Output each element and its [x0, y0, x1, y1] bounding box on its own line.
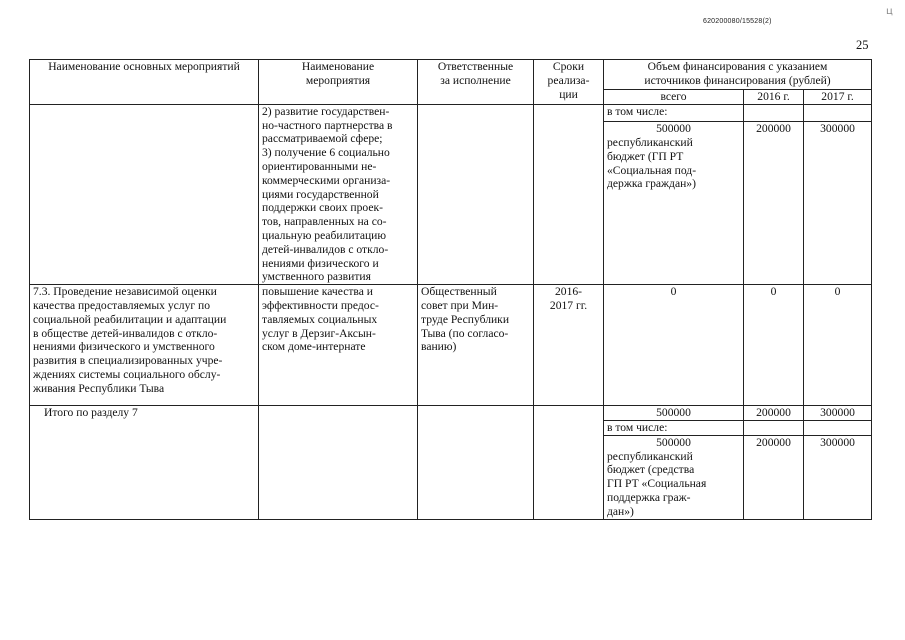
itogo-including-2016: [744, 420, 804, 435]
cont-event-text: 2) развитие государствен- но-частного партнерства в рассматриваемой сфере; 3) получение 6 социально ориентированными не- коммерческими организа- циями государственной поддержки своих проек- тов, направленных на со- циальную реабилитацию детей-инвалидов с откло- нениями физического и умственного развития: [259, 104, 418, 284]
financing-table: [29, 59, 872, 520]
cont-total-amount: 500000: [656, 122, 691, 136]
cont-amount-2017: 300000: [804, 122, 872, 285]
header-total: всего: [604, 90, 744, 105]
header-responsible: Ответственные за исполнение: [418, 60, 534, 105]
cont-main-cell: [30, 104, 259, 284]
table-row: [30, 285, 872, 406]
cont-source-cell: [604, 122, 744, 285]
row73-terms: 2016- 2017 гг.: [534, 285, 604, 406]
document-stamp: 620200080/15528(2): [703, 18, 772, 25]
itogo-2016: 200000: [744, 406, 804, 421]
table-row: [30, 104, 872, 121]
itogo-terms-cell: [534, 406, 604, 520]
itogo-event-cell: [259, 406, 418, 520]
row73-total: 0: [604, 285, 744, 406]
page-number: 25: [856, 38, 869, 52]
itogo-total: 500000: [604, 406, 744, 421]
cont-terms-cell: [534, 104, 604, 284]
row73-responsible: Общественный совет при Мин- труде Республики Тыва (по согласо- ванию): [418, 285, 534, 406]
row73-event-text: повышение качества и эффективности предос- тавляемых социальных услуг в Дерзиг-Аксын- ском доме-интернате: [259, 285, 418, 406]
header-terms: Сроки реализа- ции: [534, 60, 604, 105]
cont-responsible-cell: [418, 104, 534, 284]
itogo-label: Итого по разделу 7: [30, 406, 259, 520]
header-2017: 2017 г.: [804, 90, 872, 105]
itogo-source-2017: 300000: [804, 435, 872, 519]
row73-main-text: 7.3. Проведение независимой оценки качества предоставляемых услуг по социальной реабилитации и адаптации в обществе детей-инвалидов с откло- нениями физического и умственного развития в специализированных учре- ждениях системы социального обслу- живания Республики Тыва: [30, 285, 259, 406]
itogo-responsible-cell: [418, 406, 534, 520]
itogo-including-2017: [804, 420, 872, 435]
header-event-name: Наименование мероприятия: [259, 60, 418, 105]
itogo-source-total: 500000: [656, 435, 691, 449]
table-header-row: [30, 60, 872, 90]
row73-2016: 0: [744, 285, 804, 406]
cont-including: в том числе:: [604, 104, 744, 121]
header-2016: 2016 г.: [744, 90, 804, 105]
header-main-events: Наименование основных мероприятий: [30, 60, 259, 105]
table-row: [30, 406, 872, 421]
itogo-including: в том числе:: [604, 420, 744, 435]
row73-2017: 0: [804, 285, 872, 406]
header-financing: Объем финансирования с указанием источников финансирования (рублей): [604, 60, 872, 90]
cont-amount-2016: 200000: [744, 122, 804, 285]
corner-mark: ц: [886, 6, 893, 17]
cont-including-2016: [744, 104, 804, 121]
cont-source: республиканский бюджет (ГП РТ «Социальная под- держка граждан»): [607, 135, 697, 191]
itogo-source-2016: 200000: [744, 435, 804, 519]
cont-including-2017: [804, 104, 872, 121]
itogo-source: республиканский бюджет (средства ГП РТ «Социальная поддержка граж- дан»): [607, 449, 707, 518]
itogo-source-cell: [604, 435, 744, 519]
itogo-2017: 300000: [804, 406, 872, 421]
